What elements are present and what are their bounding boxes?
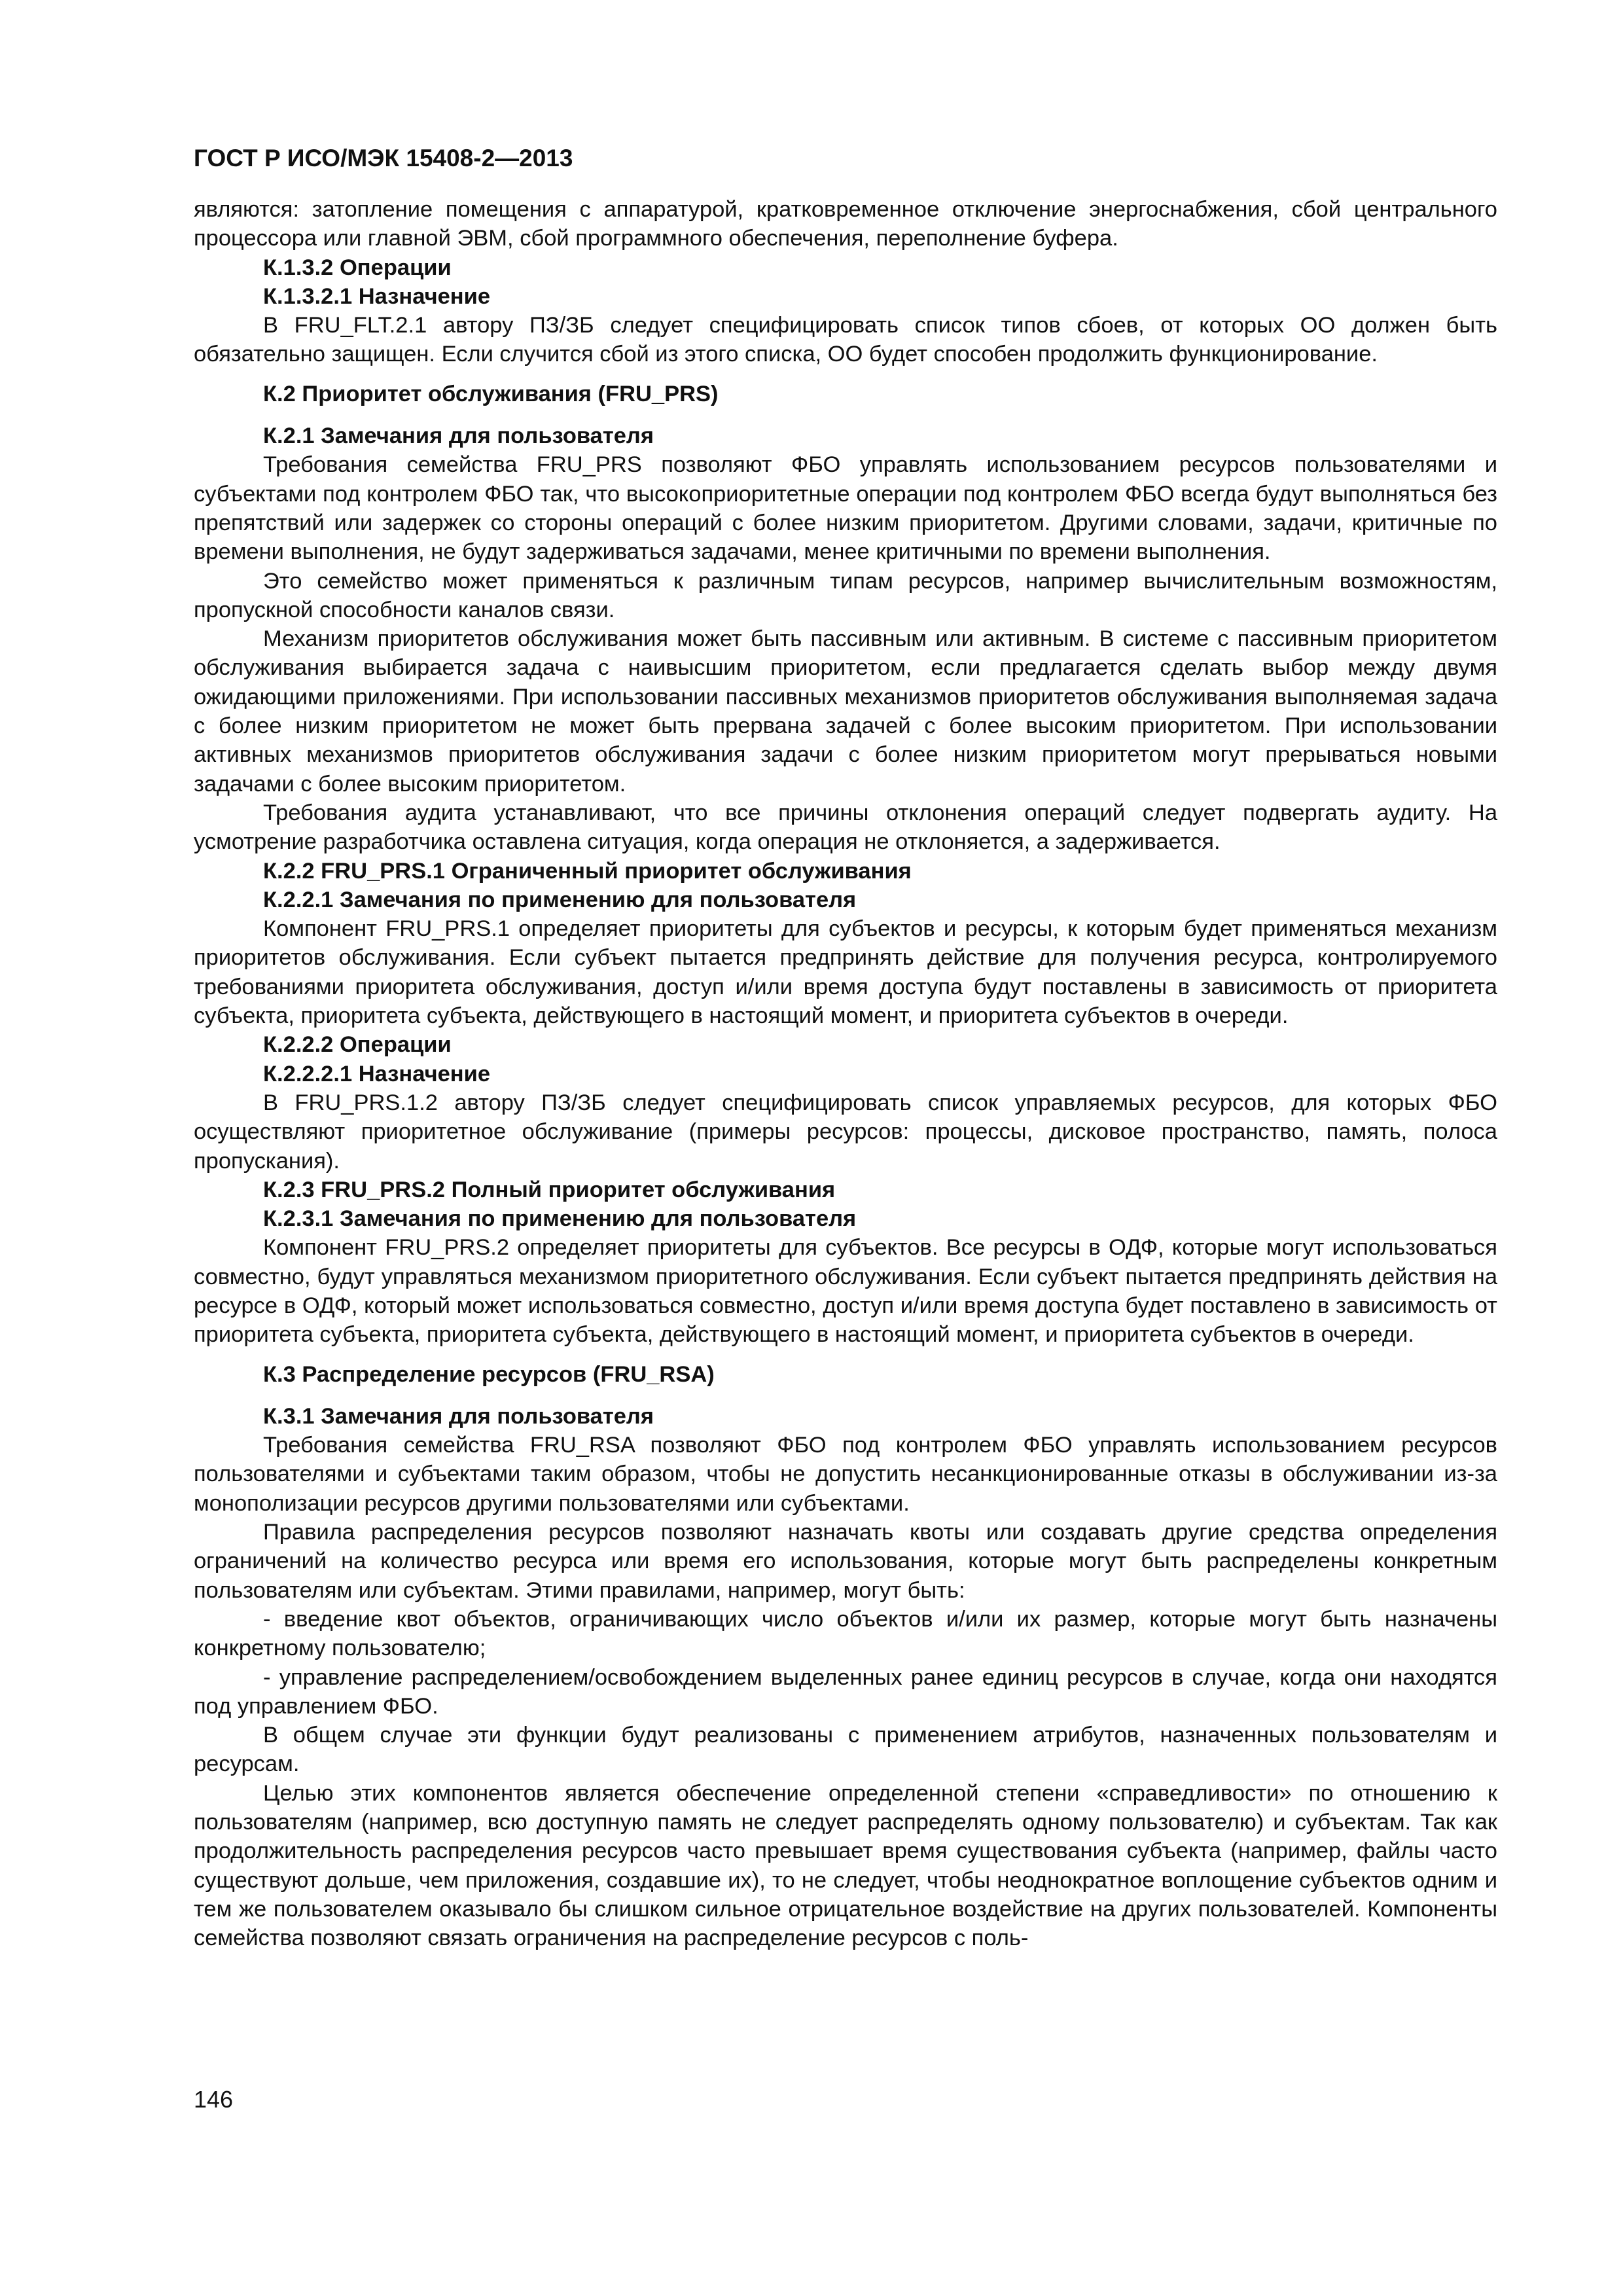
paragraph: Правила распределения ресурсов позволяют назначать квоты или создавать другие средства определения ограничений на количество ресурса или время его использования, которые могут быть распределены конкретным пользователям или субъектам. Этими правилами, например, могут быть: [194, 1520, 1497, 1603]
subsection-heading: К.2.2.2 Операции [263, 1032, 452, 1058]
section-heading: К.3 Распределение ресурсов (FRU_RSA) [263, 1361, 715, 1387]
paragraph: Требования семейства FRU_PRS позволяют ФБО управлять использованием ресурсов пользователями и субъектами под контролем ФБО так, что высокоприоритетные операции под контролем ФБО всегда будут выполняться без препятствий или задержек со стороны операций с более низким приоритетом. Другими словами, задачи, критичные по времени выполнения, не будут задерживаться задачами, менее критичными по времени выполнения. [194, 452, 1497, 565]
document-header: ГОСТ Р ИСО/МЭК 15408-2—2013 [194, 145, 573, 171]
paragraph: Требования семейства FRU_RSA позволяют ФБО под контролем ФБО управлять использованием ресурсов пользователями и субъектами таким образом, чтобы не допустить несанкционированные отказы в обслуживании из-за монополизации ресурсов другими пользователями или субъектами. [194, 1433, 1497, 1516]
page-number: 146 [194, 2086, 234, 2113]
subsection-heading: К.2.3.1 Замечания по применению для пользователя [263, 1206, 857, 1232]
subsection-heading: К.2.3 FRU_PRS.2 Полный приоритет обслуживания [263, 1177, 836, 1202]
paragraph: являются: затопление помещения с аппаратурой, кратковременное отключение энергоснабжения, сбой центрального процессора или главной ЭВМ, сбой программного обеспечения, переполнение буфера. [194, 197, 1497, 251]
paragraph: В FRU_PRS.1.2 автору ПЗ/ЗБ следует специфицировать список управляемых ресурсов, для которых ФБО осуществляют приоритетное обслуживание (примеры ресурсов: процессы, дисковое пространство, память, полоса пропускания). [194, 1090, 1497, 1174]
paragraph: - введение квот объектов, ограничивающих число объектов и/или их размер, которые могут быть назначены конкретному пользователю; [194, 1606, 1497, 1661]
paragraph: - управление распределением/освобождением выделенных ранее единиц ресурсов в случае, когда они находятся под управлением ФБО. [194, 1664, 1497, 1719]
document-body [194, 195, 1497, 1953]
subsection-heading: К.2.1 Замечания для пользователя [263, 423, 654, 449]
section-heading: К.2 Приоритет обслуживания (FRU_PRS) [263, 381, 719, 406]
paragraph: В общем случае эти функции будут реализованы с применением атрибутов, назначенных пользователям и ресурсам. [194, 1723, 1497, 1777]
paragraph: Компонент FRU_PRS.2 определяет приоритеты для субъектов. Все ресурсы в ОДФ, которые могут использоваться совместно, будут управляться механизмом приоритетного обслуживания. Если субъект пытается предпринять действия на ресурсе в ОДФ, который может использоваться совместно, доступ и/или время доступа будет поставлено в зависимость от приоритета субъекта, приоритета субъекта, действующего в настоящий момент, и приоритета субъектов в очереди. [194, 1235, 1497, 1348]
document-page [194, 144, 1497, 1953]
subsection-heading: К.3.1 Замечания для пользователя [263, 1403, 654, 1429]
paragraph: В FRU_FLT.2.1 автору ПЗ/ЗБ следует специфицировать список типов сбоев, от которых ОО должен быть обязательно защищен. Если случится сбой из этого списка, ОО будет способен продолжить функционирование. [194, 313, 1497, 367]
subsection-heading: К.1.3.2 Операции [263, 255, 452, 280]
subsection-heading: К.2.2.1 Замечания по применению для пользователя [263, 887, 857, 912]
subsection-heading: К.1.3.2.1 Назначение [263, 283, 491, 309]
paragraph: Целью этих компонентов является обеспечение определенной степени «справедливости» по отношению к пользователям (например, всю доступную память не следует распределять одному пользователю) и субъектам. Так как продолжительность распределения ресурсов часто превышает время существования субъекта (например, файлы часто существуют дольше, чем приложения, создавшие их), то не следует, чтобы неоднократное воплощение субъектов одним и тем же пользователем оказывало бы слишком сильное отрицательное воздействие на других пользователей. Компоненты семейства позволяют связать ограничения на распределение ресурсов с поль- [194, 1780, 1497, 1951]
subsection-heading: К.2.2.2.1 Назначение [263, 1061, 491, 1086]
paragraph: Механизм приоритетов обслуживания может быть пассивным или активным. В системе с пассивным приоритетом обслуживания выбирается задача с наивысшим приоритетом, если предлагается сделать выбор между двумя ожидающими приложениями. При использовании пассивных механизмов приоритетов обслуживания выполняемая задача с более низким приоритетом не может быть прервана задачей с более высоким приоритетом. При использовании активных механизмов приоритетов обслуживания задачи с более низким приоритетом могут прерываться новыми задачами с более высоким приоритетом. [194, 626, 1497, 797]
paragraph: Это семейство может применяться к различным типам ресурсов, например вычислительным возможностям, пропускной способности каналов связи. [194, 568, 1497, 622]
paragraph: Компонент FRU_PRS.1 определяет приоритеты для субъектов и ресурсы, к которым будет применяться механизм приоритетов обслуживания. Если субъект пытается предпринять действие для получения ресурса, контролируемого требованиями приоритета обслуживания, доступ и/или время доступа будут поставлены в зависимость от приоритета субъекта, приоритета субъекта, действующего в настоящий момент, и приоритета субъектов в очереди. [194, 916, 1497, 1029]
paragraph: Требования аудита устанавливают, что все причины отклонения операций следует подвергать аудиту. На усмотрение разработчика оставлена ситуация, когда операция не отклоняется, а задерживается. [194, 800, 1497, 855]
subsection-heading: К.2.2 FRU_PRS.1 Ограниченный приоритет обслуживания [263, 858, 912, 884]
